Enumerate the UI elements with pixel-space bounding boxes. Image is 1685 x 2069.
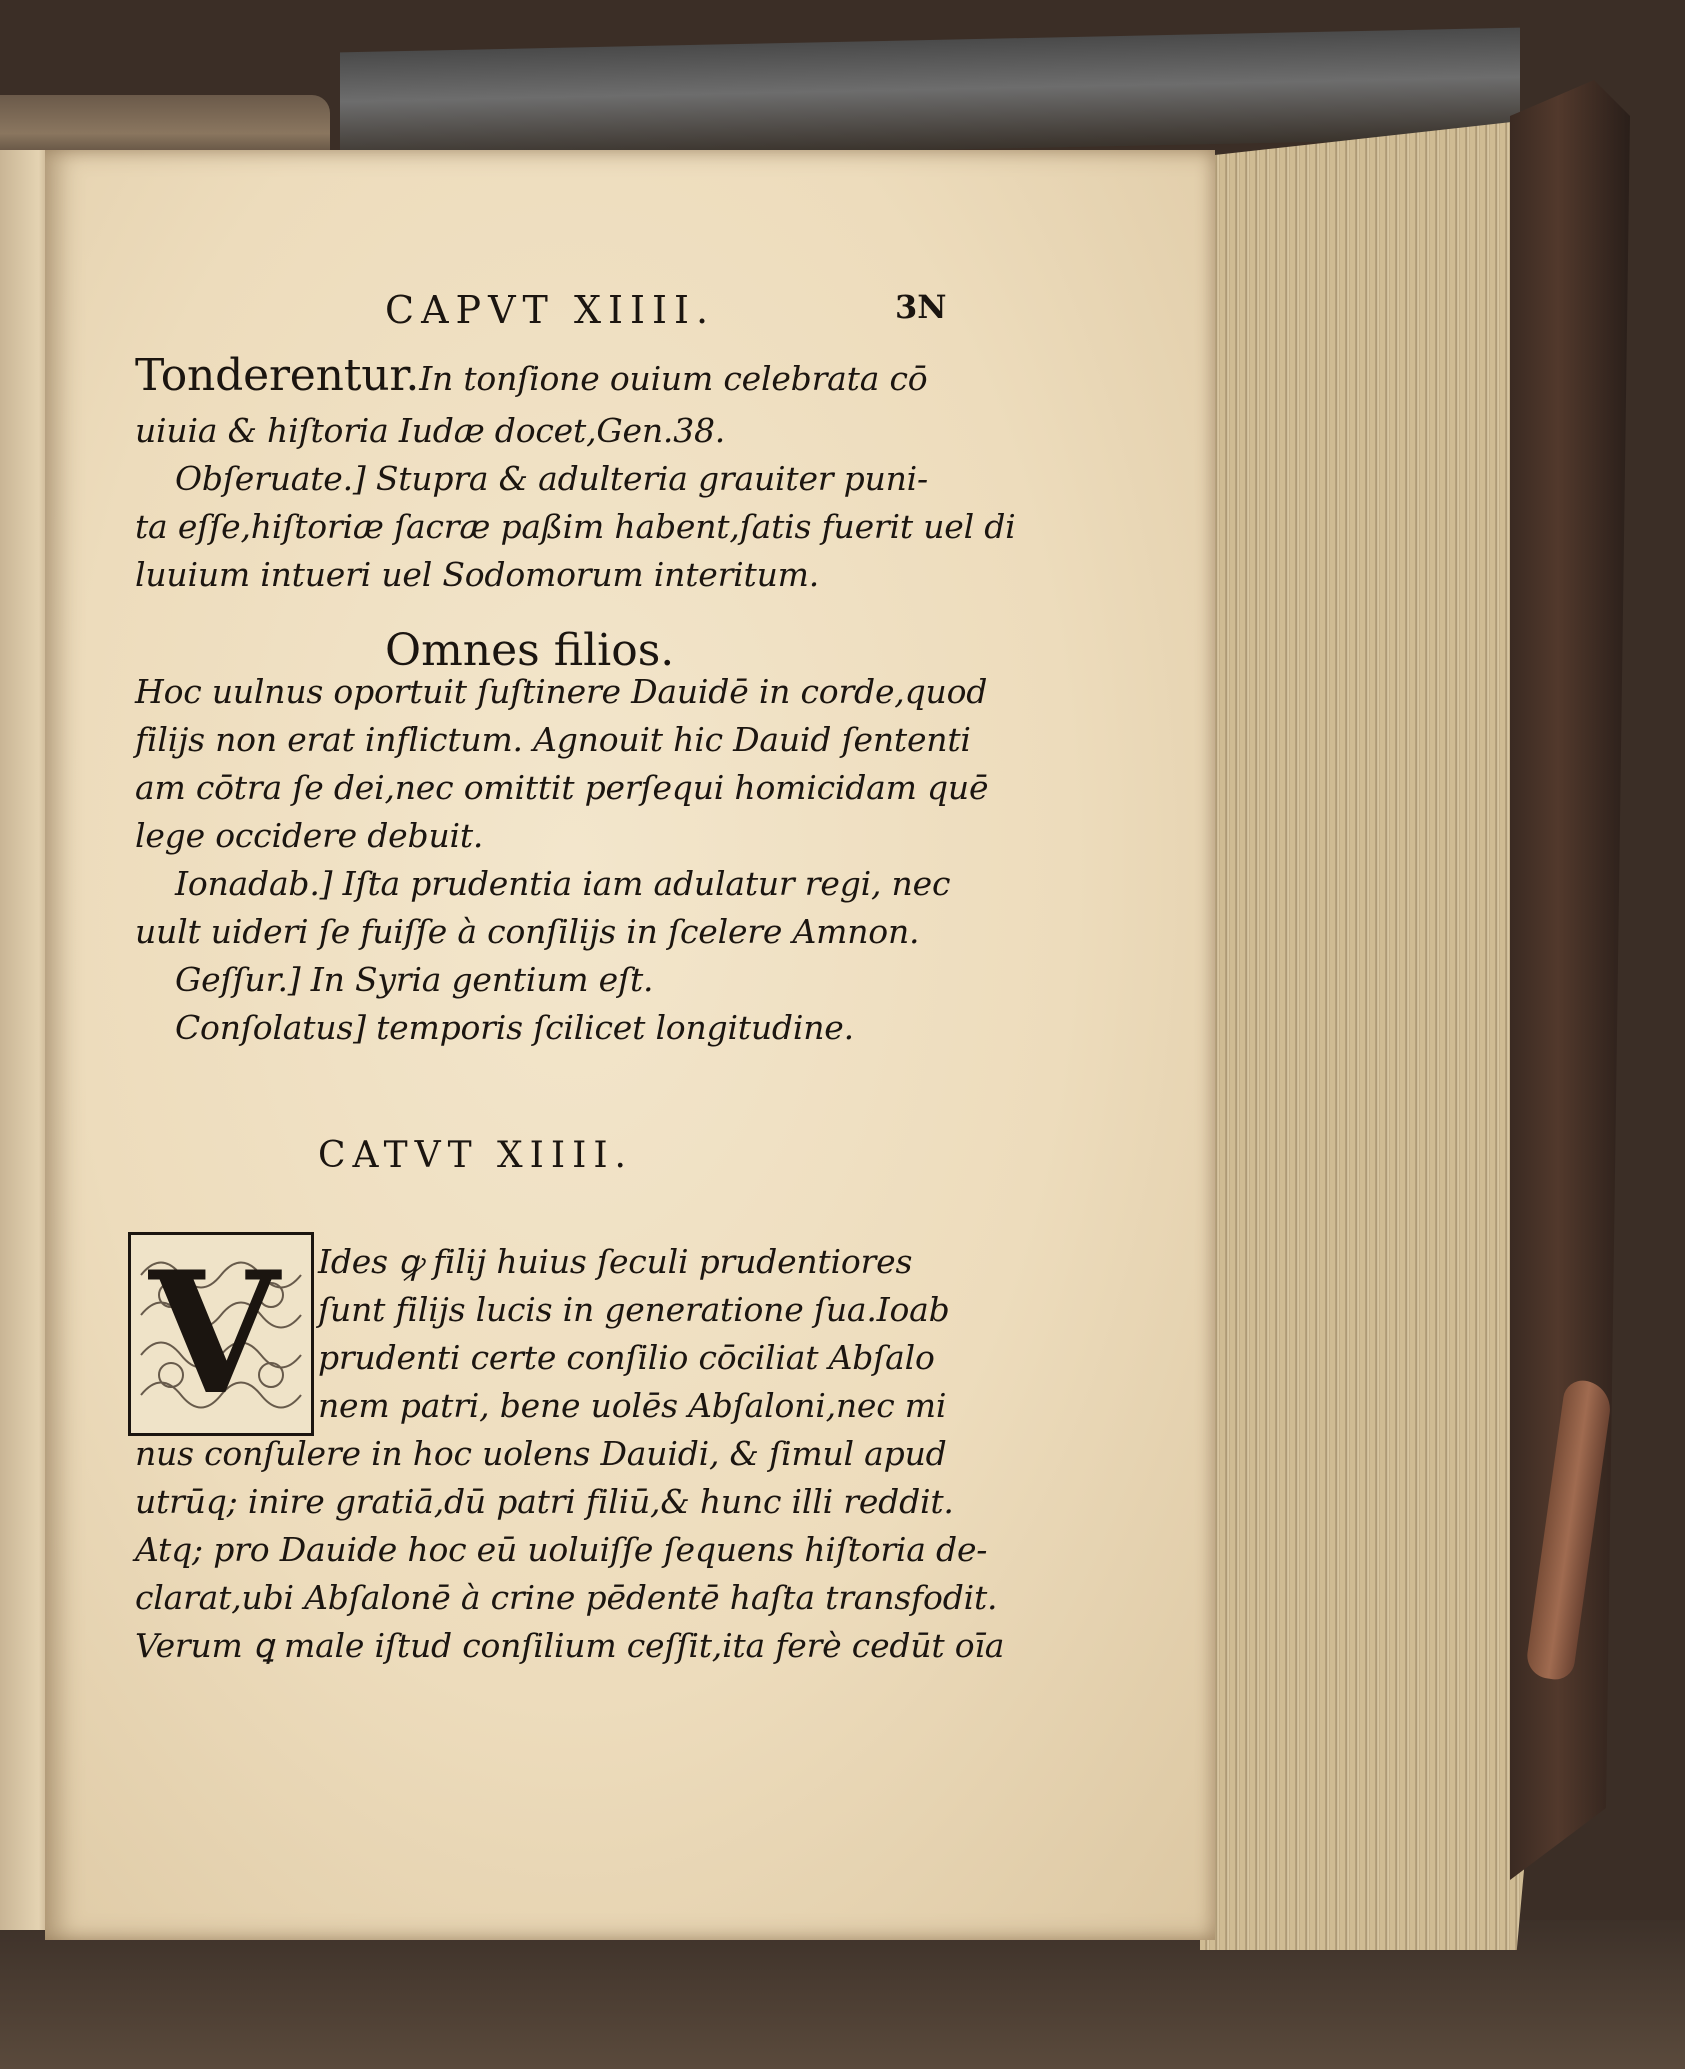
text-line: Obſeruate.] Stupra & adulteria grauiter puni- bbox=[175, 459, 928, 498]
lemma-tonderentur: Tonderentur. bbox=[135, 350, 420, 401]
subhead-omnes-filios: Omnes filios. bbox=[385, 625, 675, 676]
text-line: Ides ꝙ filij huius ſeculi prudentiores bbox=[318, 1242, 913, 1281]
page-fore-edge bbox=[1200, 120, 1530, 1950]
text-line: Verum ꝗ male iſtud conſilium ceſſit,ita ferè cedūt oīa bbox=[135, 1626, 1005, 1665]
page-text-block-3b bbox=[135, 1430, 1005, 1670]
initial-letter: V bbox=[149, 1234, 280, 1432]
page-text-block-2 bbox=[135, 668, 989, 1052]
text-line: luuium intueri uel Sodomorum interitum. bbox=[135, 555, 820, 594]
text-line: ta eſſe,hiſtoriæ ſacræ paßim habent,ſatis fuerit uel di bbox=[135, 507, 1016, 546]
gloss-text: In tonſione ouium celebrata cō bbox=[419, 359, 928, 398]
text-line: uult uideri ſe fuiſſe à conſilijs in ſcelere Amnon. bbox=[135, 912, 920, 951]
chapter-heading: CATVT XIIII. bbox=[318, 1135, 633, 1176]
text-line: filijs non erat inflictum. Agnouit hic Dauid ſententi bbox=[135, 720, 971, 759]
text-line: Hoc uulnus oportuit ſuſtinere Dauidē in corde,quod bbox=[135, 672, 988, 711]
text-line: nem patri, bene uolēs Abſaloni,nec mi bbox=[318, 1386, 947, 1425]
text-line bbox=[135, 345, 935, 407]
running-head: CAPVT XIIII. bbox=[385, 288, 716, 332]
folio-number: 3N bbox=[895, 288, 947, 326]
text-line: nus conſulere in hoc uolens Dauidi, & ſimul apud bbox=[135, 1434, 947, 1473]
text-line: prudenti certe conſilio cōciliat Abſalo bbox=[318, 1338, 935, 1377]
page-text-block-3a bbox=[318, 1238, 950, 1430]
text-line: uiuia & hiſtoria Iudæ docet,Gen.38. bbox=[135, 411, 726, 450]
text-line: am cōtra ſe dei,nec omittit perſequi homicidam quē bbox=[135, 768, 989, 807]
page-text bbox=[135, 285, 1016, 599]
text-line: Ionadab.] Iſta prudentia iam adulatur regi, nec bbox=[175, 864, 951, 903]
decorated-initial bbox=[128, 1232, 314, 1436]
text-line: Atq; pro Dauide hoc eū uoluiſſe ſequens hiſtoria de- bbox=[135, 1530, 988, 1569]
text-line: utrūq; inire gratiā,dū patri filiū,& hunc illi reddit. bbox=[135, 1482, 954, 1521]
text-line: clarat,ubi Abſalonē à crine pēdentē haſta transfodit. bbox=[135, 1578, 998, 1617]
text-line: lege occidere debuit. bbox=[135, 816, 484, 855]
text-line: Geſſur.] In Syria gentium eſt. bbox=[175, 960, 654, 999]
text-line: ſunt filijs lucis in generatione ſua.Ioab bbox=[318, 1290, 950, 1329]
text-line: Conſolatus] temporis ſcilicet longitudine. bbox=[175, 1008, 854, 1047]
